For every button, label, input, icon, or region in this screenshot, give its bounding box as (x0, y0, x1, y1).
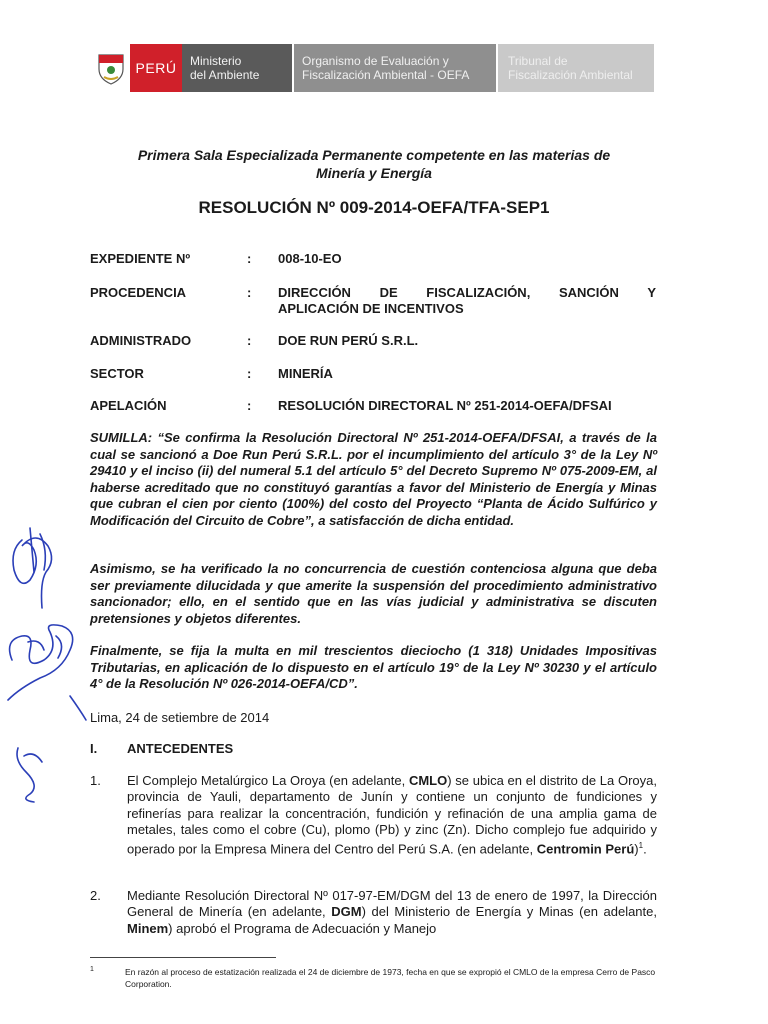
field-value-apelacion: RESOLUCIÓN DIRECTORAL Nº 251-2014-OEFA/DFSAI (278, 398, 612, 413)
section-title: ANTECEDENTES (127, 741, 234, 756)
chamber-title-line-1: Primera Sala Especializada Permanente competente en las materias de (137, 147, 611, 163)
tribunal-label (496, 44, 654, 92)
item-1-bold-a: CMLO (408, 773, 448, 788)
field-value-administrado: DOE RUN PERÚ S.R.L. (278, 333, 419, 348)
procedencia-line-2: APLICACIÓN DE INCENTIVOS (278, 301, 464, 316)
item-1-text-b: ) se ubica en el distrito de La Oroya, provincia de Yauli, departamento de Junín y contiene un conjunto de fundiciones y refinerías para realizar la concentración, fundición y refinación de una amplia gama de metales, tales como el cobre (Cu), plomo (Pb) y zinc (Zn). Dicho complejo fue adquirido y operado por la Empresa Minera del Centro del Perú S.A. (en adelante, (127, 773, 658, 857)
footnote-number: 1 (90, 966, 94, 973)
field-label-sector: SECTOR (90, 366, 144, 381)
tribunal-line-1: Tribunal de (508, 54, 568, 68)
handwritten-signatures (0, 510, 92, 810)
item-1-text-a: El Complejo Metalúrgico La Oroya (en adelante, (127, 773, 409, 788)
ministry-label (182, 44, 292, 92)
asimismo-paragraph: Asimismo, se ha verificado la no concurrencia de cuestión contenciosa alguna que deba ser previamente dilucidada y que amerite la suspensión del procedimiento administrativo sancionador; ello, en el sentido que en las vías judicial y administrativa se discuten pretensiones y objetos diferentes. (90, 561, 657, 626)
field-value-expediente: 008-10-EO (278, 251, 342, 266)
section-number: I. (90, 741, 98, 756)
field-value-sector: MINERÍA (278, 366, 333, 381)
item-2-bold-a: DGM (331, 904, 362, 920)
field-colon: : (247, 251, 252, 266)
item-1-bold-b: Centromin Perú (536, 841, 635, 857)
sumilla-paragraph: SUMILLA: “Se confirma la Resolución Directoral Nº 251-2014-OEFA/DFSAI, a través de la cual se sancionó a Doe Run Perú S.R.L. por el incumplimiento del artículo 3° de la Ley Nº 29410 y el inciso (ii) del numeral 5.1 del artículo 5° del Decreto Supremo Nº 075-2009-EM, al haberse acreditado que no constituyó garantías a favor del Ministerio de Energía y Minas que cubran el cien por ciento (100%) del costo del Proyecto “Planta de Ácido Sulfúrico y Modificación del Circuito de Cobre”, a satisfacción de dicha entidad. (90, 430, 657, 528)
item-paragraph-2 (127, 888, 657, 937)
item-number: 2. (90, 888, 101, 903)
item-1-text-c: ) (634, 841, 639, 857)
oefa-label (292, 44, 496, 92)
field-colon: : (247, 285, 252, 300)
resolution-title: RESOLUCIÓN Nº 009-2014-OEFA/TFA-SEP1 (198, 198, 550, 217)
field-value-procedencia (278, 285, 656, 317)
item-paragraph-1 (127, 773, 657, 858)
footnote-reference: 1 (638, 841, 644, 851)
item-1-text-d: . (643, 841, 647, 857)
field-colon: : (247, 398, 252, 413)
field-label-procedencia: PROCEDENCIA (90, 285, 187, 300)
field-label-expediente: EXPEDIENTE Nº (90, 251, 191, 266)
finalmente-paragraph: Finalmente, se fija la multa en mil trescientos dieciocho (1 318) Unidades Impositivas Tributarias, en aplicación de lo dispuesto en el artículo 19° de la Ley Nº 30230 y el artículo 4° de la Resolución Nº 026-2014-OEFA/CD”. (90, 643, 657, 691)
item-number: 1. (90, 773, 101, 788)
chamber-title (100, 146, 648, 182)
ministry-line-1: Ministerio (190, 54, 242, 68)
footnote-text: En razón al proceso de estatización realizada el 24 de diciembre de 1973, fecha en que se expropió el CMLO de la empresa Cerro de Pasco Corporation. (125, 967, 656, 989)
footnote-divider (90, 957, 276, 958)
institutional-header (92, 44, 656, 92)
ministry-line-2: del Ambiente (190, 68, 260, 82)
oefa-line-2: Fiscalización Ambiental - OEFA (302, 68, 470, 82)
tribunal-line-2: Fiscalización Ambiental (508, 68, 633, 82)
field-label-apelacion: APELACIÓN (90, 398, 167, 413)
field-colon: : (247, 366, 252, 381)
item-2-text-c: ) aprobó el Programa de Adecuación y Manejo (168, 920, 437, 936)
date-line: Lima, 24 de setiembre de 2014 (90, 710, 270, 725)
peru-label: PERÚ (130, 44, 182, 92)
item-2-text-b: ) del Ministerio de Energía y Minas (en adelante, (361, 904, 657, 920)
item-2-text-a: Mediante Resolución Directoral Nº 017-97-EM/DGM del 13 de enero de 1997, la Dirección General de Minería (en adelante, (127, 888, 657, 920)
field-label-administrado: ADMINISTRADO (90, 333, 192, 348)
procedencia-line-1: DIRECCIÓN DE FISCALIZACIÓN, SANCIÓN Y (278, 285, 656, 300)
chamber-title-line-2: Minería y Energía (316, 165, 432, 181)
item-2-bold-b: Minem (127, 920, 169, 936)
oefa-line-1: Organismo de Evaluación y (302, 54, 449, 68)
peru-coat-of-arms-icon (92, 44, 130, 92)
field-colon: : (247, 333, 252, 348)
